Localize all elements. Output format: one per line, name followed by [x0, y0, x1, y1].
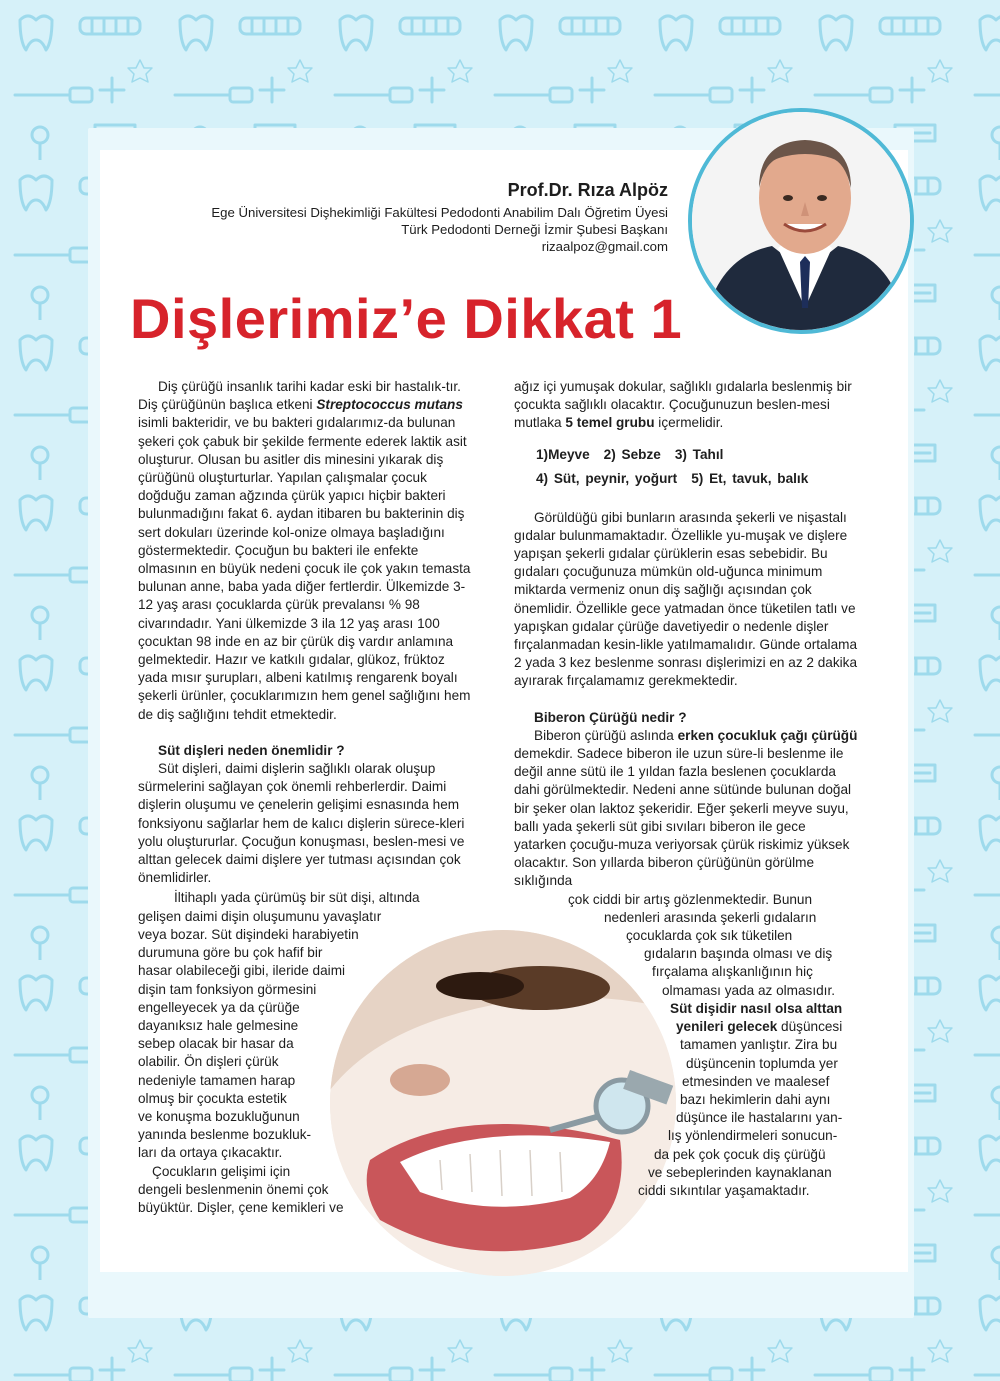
- nutrition-text: ağız içi yumuşak dokular, sağlıklı gıdalarla beslenmiş bir çocukta sağlıklı olacaktır. Çocuğunuzun beslen-mesi mutlaka: [514, 379, 852, 431]
- wrap-line: büyüktür. Dişler, çene kemikleri ve: [138, 1199, 344, 1215]
- bottle-caries-text: Biberon çürüğü aslında: [534, 727, 678, 743]
- section-heading-baby-teeth: Süt dişleri neden önemlidir ?: [158, 742, 345, 758]
- food-group-item: 3) Tahıl: [674, 446, 724, 462]
- article-column-right: [514, 378, 860, 1200]
- wrap-line: durumuna göre bu çok hafif bir: [138, 945, 323, 961]
- food-groups-emphasis: 5 temel grubu: [565, 415, 655, 431]
- wrap-line: engelleyecek ya da çürüğe: [138, 999, 300, 1015]
- wrap-line: gıdaların başında olması ve diş: [644, 946, 833, 962]
- wrap-line: [514, 1018, 860, 1036]
- wrap-line: düşüncenin toplumda yer: [686, 1055, 838, 1071]
- article-column-left: [138, 378, 474, 1217]
- wrap-line: da pek çok çocuk diş çürüğü: [654, 1146, 826, 1162]
- food-group-item: 1)Meyve: [536, 446, 590, 462]
- bottle-caries-paragraph: [514, 727, 860, 891]
- author-email[interactable]: rizaalpoz@gmail.com: [541, 239, 668, 254]
- wrap-line: dayanıksız hale gelmesine: [138, 1017, 299, 1033]
- wrap-line: fırçalama alışkanlığının hiç: [652, 964, 813, 980]
- food-groups-list: [536, 443, 860, 491]
- wrap-line: sebep olacak bir hasar da: [138, 1036, 294, 1052]
- section-heading-bottle-caries: Biberon Çürüğü nedir ?: [534, 709, 687, 725]
- wrap-line: etmesinden ve maalesef: [682, 1073, 830, 1089]
- author-association: Türk Pedodonti Derneği İzmir Şubesi Başkanı: [401, 222, 668, 237]
- myth-tail: düşüncesi: [777, 1019, 843, 1035]
- wrap-line: nedeniyle tamamen harap: [138, 1072, 296, 1088]
- wrapped-paragraph-left: [138, 889, 474, 1217]
- wrap-line: hasar olabileceği gibi, ileride daimi: [138, 963, 346, 979]
- wrap-line: İltihaplı yada çürümüş bir süt dişi, altında: [174, 890, 420, 906]
- wrap-line: olabilir. Ön dişleri çürük: [138, 1054, 279, 1070]
- wrap-line: dişin tam fonksiyon görmesini: [138, 981, 317, 997]
- author-affiliation: Ege Üniversitesi Dişhekimliği Fakültesi Pedodonti Anabilim Dalı Öğretim Üyesi: [211, 205, 668, 220]
- early-childhood-caries-term: erken çocukluk çağı çürüğü: [677, 727, 858, 743]
- food-group-item: 2) Sebze: [603, 446, 661, 462]
- wrap-line: ları da ortaya çıkacaktır.: [138, 1145, 283, 1161]
- wrap-line: [514, 1000, 860, 1018]
- myth-statement-cont: yenileri gelecek: [676, 1019, 778, 1035]
- nutrition-text-end: içermelidir.: [654, 415, 724, 431]
- wrapped-paragraph-right: [514, 891, 860, 1200]
- wrap-line: ve sebeplerinden kaynaklanan: [648, 1164, 832, 1180]
- wrap-line: yanında beslenme bozukluk-: [138, 1127, 312, 1143]
- intro-text-start: Diş çürüğü insanlık tarihi kadar eski bir hastalık-tır. Diş çürüğünün başlıca etkeni: [138, 379, 461, 413]
- intro-text-rest: isimli bakteridir, ve bu bakteri gıdalarımız-da bulunan şekeri çok çabuk bir şekilde fermente ederek laktik asit oluşturur. Olusan bu asitler dis minesini yıkarak diş çürüğünü oluşturturlar. Yapılan çalışmalar çocuk doğduğu zaman ağzında çürük yapıcı hiçbir bakteri bulunmadığını fakat 6. aydan itibaren bu bakterinin diş sert dokuları üzerinde kol-onize olmaya başladığını göstermektedir. Çocuğun bu bakteri ile enfekte olmasının en büyük nedeni çocuk ile çok yakın temasta bulunan anne, baba yada diğer fertlerdir. Ülkemizde 3-12 yaş arası çocuklarda çürük prevalansı % 98 civarındadır. Yani ülkemizde 3 ila 12 yaş arası 100 çocuktan 98 inde en az bir çürük diş vardır anlamına gelmektedir. Hazır ve katkılı gıdalar, glükoz, früktoz yada mısır şurupları, albeni katılmış rengarenk boyalı şekerli ürünler, çocuklarımızın hem genel sağlığını hem de diş sağlığını tehdit etmektedir.: [138, 415, 471, 722]
- baby-teeth-paragraph: Süt dişleri, daimi dişlerin sağlıklı olarak oluşup sürmelerini sağlayan çok önemli rehberlerdir. Daimi dişlerin oluşumu ve çenelerin gelişimi esnasında hem fonksiyonu sağlarlar hem de kalıcı dişlerin sürece-kleri yolu oluştururlar. Çocuğun konuşması, beslen-mesi ve alttan gelecek daimi dişlere yer tutması açısından çok önemlidirler.: [138, 761, 465, 886]
- wrap-line: veya bozar. Süt dişindeki harabiyetin: [138, 926, 359, 942]
- wrap-line: Çocukların gelişimi için: [152, 1163, 291, 1179]
- wrap-line: gelişen daimi dişin oluşumunu yavaşlatır: [138, 908, 382, 924]
- wrap-line: nedenleri arasında şekerli gıdaların: [604, 909, 817, 925]
- sugar-paragraph: Görüldüğü gibi bunların arasında şekerli ve nişastalı gıdalar bulunmamaktadır. Özellikle yu-muşak ve dişlere yapışan şekerli gıdalar çürüklerin esas sebebidir. Bu gıdaları çocuğunuza mümkün old-uğunca minimum miktarda vermeniz onun diş sağlığı açısından çok önemlidir. Özellikle gece yatmadan önce tüketilen tatlı ve yapışkan gıdalar çürüğe davetiyedir o nedenle dişler fırçalanmadan kesin-likle yatılmamalıdır. Günde ortalama 2 yada 3 kez beslenme sonrası dişlerimizi en az 2 dakika ayırarak fırçalamamız gerekmektedir.: [514, 509, 858, 689]
- wrap-line: düşünce ile hastalarını yan-: [676, 1110, 843, 1126]
- wrap-line: çocuklarda çok sık tüketilen: [626, 928, 793, 944]
- wrap-line: olmuş bir çocukta estetik: [138, 1090, 287, 1106]
- wrap-line: çok ciddi bir artış gözlenmektedir. Bunun: [568, 891, 813, 907]
- wrap-line: dengeli beslenmenin önemi çok: [138, 1181, 329, 1197]
- article-title: Dişlerimiz’e Dikkat 1: [130, 287, 683, 350]
- food-group-item: 4) Süt, peynir, yoğurt: [536, 470, 678, 486]
- food-group-item: 5) Et, tavuk, balık: [691, 470, 809, 486]
- wrap-line: ciddi sıkıntılar yaşamaktadır.: [638, 1182, 810, 1198]
- author-name: Prof.Dr. Rıza Alpöz: [507, 180, 668, 200]
- bottle-caries-text-rest: demekdir. Sadece biberon ile uzun süre-li beslenme ile değil anne sütü ile 1 yıldan fazla beslenen çocuklarda dahi görülmektedir. Nedeni anne sütünde bulunan doğal bir şeker olan laktoz şekeridir. Eğer şekerli meyve suyu, ballı yada şekerli süt gibi sıvıları biberon ile gece yatarken çocuğu-muza veriyorsak çürük riskimiz yüksek olacaktır. Son yıllarda biberon çürüğünün görülme sıklığında: [514, 746, 852, 889]
- wrap-line: olmaması yada az olmasıdır.: [662, 982, 836, 998]
- myth-statement: Süt dişidir nasıl olsa alttan: [670, 1000, 843, 1016]
- wrap-line: lış yönlendirmeleri sonucun-: [668, 1128, 838, 1144]
- nutrition-paragraph: [514, 378, 860, 433]
- author-block: [211, 180, 668, 255]
- wrap-line: bazı hekimlerin dahi aynı: [680, 1091, 831, 1107]
- bacteria-name: Streptococcus mutans: [316, 397, 463, 413]
- intro-paragraph: [138, 378, 474, 724]
- portrait-illustration: [692, 112, 914, 334]
- wrap-line: ve konuşma bozukluğunun: [138, 1108, 300, 1124]
- wrap-line: tamamen yanlıştır. Zira bu: [680, 1037, 838, 1053]
- author-portrait: [688, 108, 914, 334]
